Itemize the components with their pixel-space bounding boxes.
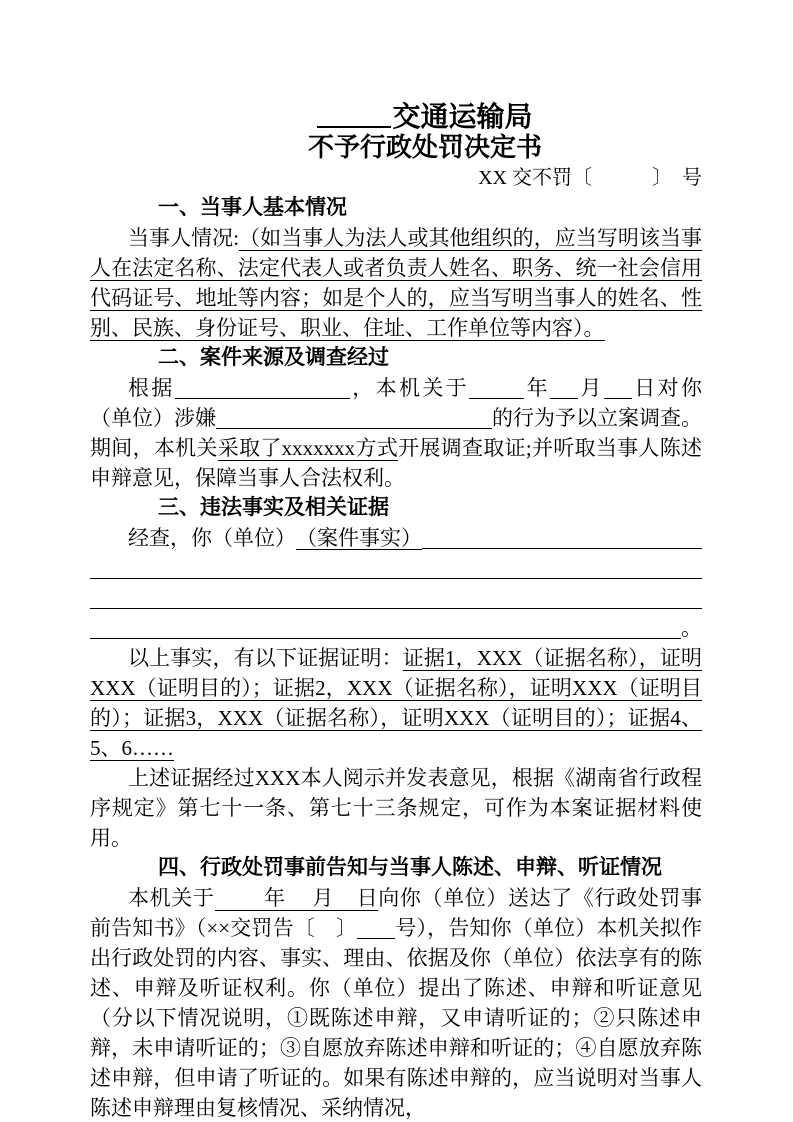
title-block <box>90 98 702 163</box>
case-facts-blank-line <box>90 553 702 583</box>
case-facts-blank-line <box>90 583 702 613</box>
section1-paragraph <box>90 223 702 343</box>
section4-heading: 四、行政处罚事前告知与当事人陈述、申辩、听证情况 <box>158 856 662 879</box>
facts-lead-line <box>90 523 702 553</box>
org-title-text: 交通运输局 <box>392 101 533 132</box>
notice-doc-number-blank <box>357 917 395 939</box>
filing-month-blank <box>550 377 578 399</box>
case-source-text-2: ，本机关于 <box>349 376 470 400</box>
notice-year-blank <box>215 904 264 905</box>
org-title-line <box>148 98 702 132</box>
org-name-blank <box>317 98 391 128</box>
case-facts-blank-4 <box>90 613 681 639</box>
notice-text-2: 向你（单位）送达了《行政处罚事前告知书》（××交罚告〔 〕 <box>90 886 702 940</box>
case-source-text-3: 日对你（单位）涉嫌 <box>90 376 703 430</box>
case-source-text-5: 开展调查取证;并听取当事人陈述申辩意见，保障当事人合法权利。 <box>90 436 703 490</box>
party-info-label: 当事人情况: <box>128 226 240 250</box>
case-source-text-4: 的行为予以立案调查。期间，本机关 <box>90 406 702 460</box>
section2-heading: 二、案件来源及调查经过 <box>158 346 389 369</box>
notice-year-label: 年 <box>263 886 286 910</box>
case-facts-blank-3 <box>90 583 702 609</box>
case-source-text-1: 根据 <box>128 376 175 400</box>
investigation-method-underlined: 采取了xxxxxxx方式 <box>217 436 399 460</box>
notice-month-label: 月 <box>311 886 334 910</box>
filing-day-blank <box>604 377 632 399</box>
case-facts-blank-1 <box>422 523 702 549</box>
section3-heading: 三、违法事实及相关证据 <box>158 496 389 519</box>
doc-number: XX 交不罚〔 〕 号 <box>478 167 702 189</box>
first-line-indent <box>90 523 128 553</box>
case-facts-blank-line <box>90 613 702 643</box>
evidence-list-underlined: 证据1，XXX（证据名称），证明XXX（证明目的）；证据2，XXX（证据名称），证明XXX（证明目的）；证据3，XXX（证据名称），证明XXX（证明目的）；证据4、5、6…… <box>90 646 702 760</box>
notice-month-blank <box>286 904 312 905</box>
case-source-blank <box>175 377 350 399</box>
evidence-paragraph <box>90 643 702 763</box>
facts-lead-text: 经查，你（单位） <box>128 526 296 550</box>
section1-heading: 一、当事人基本情况 <box>158 196 347 219</box>
suspected-violation-blank <box>216 407 492 429</box>
doc-title: 不予行政处罚决定书 <box>307 132 542 162</box>
notice-text-1: 本机关于 <box>128 886 215 910</box>
month-label: 月 <box>578 376 604 400</box>
facts-end-punct: 。 <box>681 616 702 640</box>
notice-day-label: 日 <box>356 886 379 910</box>
section2-paragraph <box>90 373 702 493</box>
evidence-lead-text: 以上事实，有以下证据证明： <box>128 646 403 670</box>
notice-date-field <box>215 886 379 911</box>
case-facts-blank-2 <box>90 553 702 579</box>
filing-year-blank <box>469 377 524 399</box>
notice-day-blank <box>334 904 356 905</box>
section4-paragraph <box>90 883 702 1122</box>
party-info-instructions: （如当事人为法人或其他组织的，应当写明该当事人在法定名称、法定代表人或者负责人姓名、职务、统一社会信用代码证号、地址等内容；如是个人的，应当写明当事人的姓名、性别、民族、身份证号、职业、住址、工作单位等内容）。 <box>90 226 703 340</box>
notice-text-3: 号），告知你（单位）本机关拟作出行政处罚的内容、事实、理由、依据及你（单位）依法享有的陈述、申辩及听证权利。你（单位）提出了陈述、申辩和听证意见（分以下情况说明，①既陈述申辩，又申请听证的；②只陈述申辩，未申请听证的；③自愿放弃陈述申辩和听证的；④自愿放弃陈述申辩，但申请了听证的。如果有陈述申辩的，应当说明对当事人陈述申辩理由复核情况、采纳情况， <box>90 916 702 1120</box>
case-facts-placeholder: （案件事实） <box>296 523 422 550</box>
evidence-review-paragraph: 上述证据经过XXX本人阅示并发表意见，根据《湖南省行政程序规定》第七十一条、第七十三条规定，可作为本案证据材料使用。 <box>90 766 702 850</box>
year-label: 年 <box>524 376 551 400</box>
